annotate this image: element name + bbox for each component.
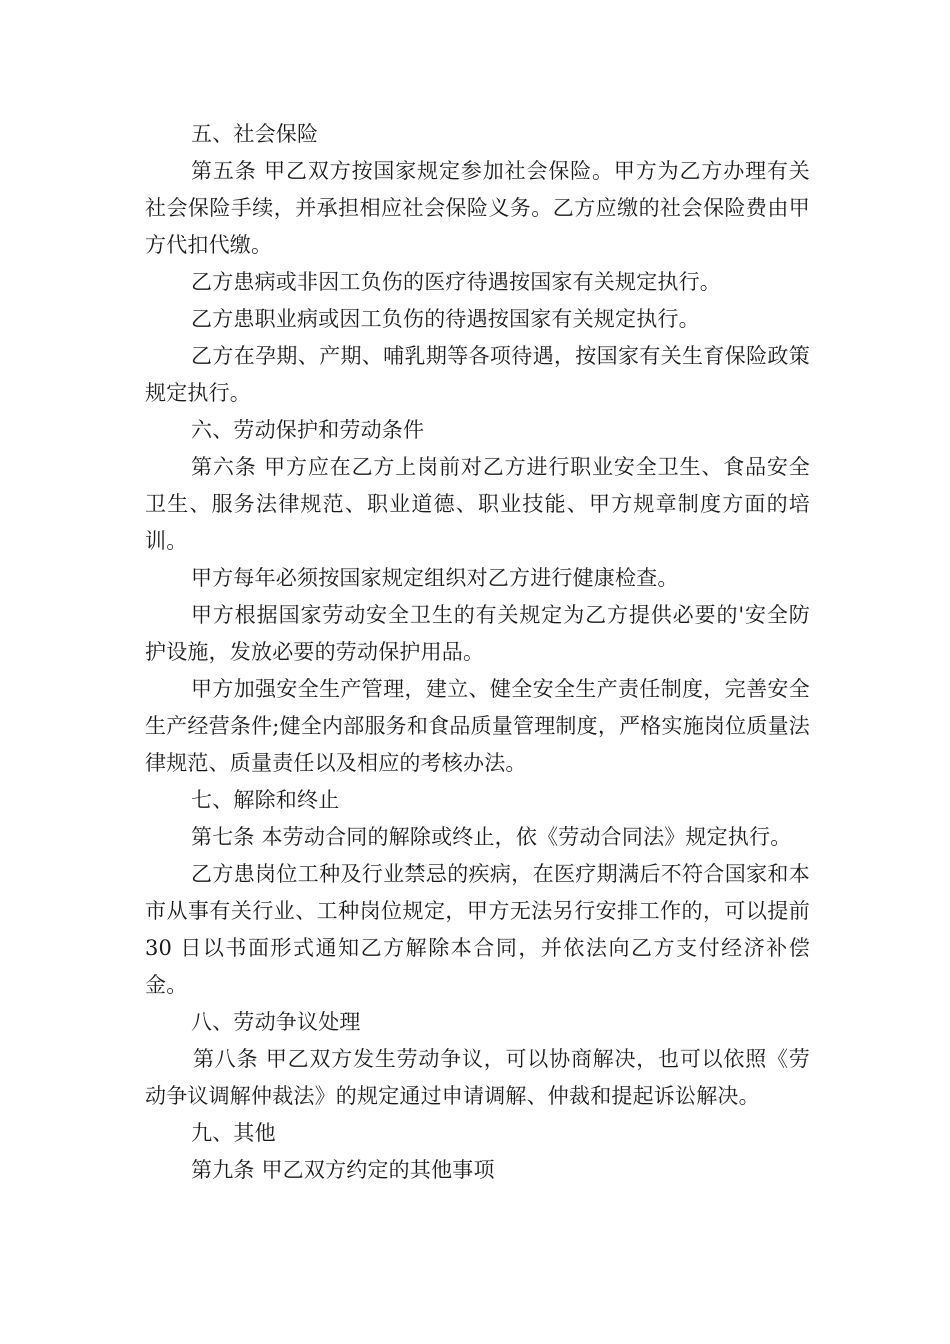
termination-notice-paragraph: 乙方患岗位工种及行业禁忌的疾病，在医疗期满后不符合国家和本市从事有关行业、工种岗位规定，甲方无法另行安排工作的，可以提前 30 日以书面形式通知乙方解除本合同，并依法向乙方支付经济补偿金。 xyxy=(145,862,810,997)
article-8-paragraph: 第八条 甲乙双方发生劳动争议，可以协商解决，也可以依照《劳动争议调解仲裁法》的规定通过申请调解、仲裁和提起诉讼解决。 xyxy=(145,1047,810,1108)
section-heading-social-insurance: 五、社会保险 xyxy=(191,122,319,146)
article-6-paragraph: 第六条 甲方应在乙方上岗前对乙方进行职业安全卫生、食品安全卫生、服务法律规范、职业道德、职业技能、甲方规章制度方面的培训。 xyxy=(145,455,810,553)
safety-management-paragraph: 甲方加强安全生产管理，建立、健全安全生产责任制度，完善安全生产经营条件;健全内部服务和食品质量管理制度，严格实施岗位质量法律规范、质量责任以及相应的考核办法。 xyxy=(145,677,810,775)
section-heading-labor-protection: 六、劳动保护和劳动条件 xyxy=(191,418,425,442)
medical-treatment-paragraph: 乙方患病或非因工负伤的医疗待遇按国家有关规定执行。 xyxy=(191,270,721,294)
safety-facilities-paragraph: 甲方根据国家劳动安全卫生的有关规定为乙方提供必要的'安全防护设施，发放必要的劳动保护用品。 xyxy=(145,603,810,664)
occupational-injury-paragraph: 乙方患职业病或因工负伤的待遇按国家有关规定执行。 xyxy=(191,307,700,331)
article-9-paragraph: 第九条 甲乙双方约定的其他事项 xyxy=(191,1158,495,1182)
section-heading-other: 九、其他 xyxy=(191,1121,276,1145)
section-heading-dispute: 八、劳动争议处理 xyxy=(191,1010,361,1034)
section-heading-termination: 七、解除和终止 xyxy=(191,788,340,812)
article-7-paragraph: 第七条 本劳动合同的解除或终止，依《劳动合同法》规定执行。 xyxy=(191,825,792,849)
article-5-paragraph: 第五条 甲乙双方按国家规定参加社会保险。甲方为乙方办理有关社会保险手续，并承担相应社会保险义务。乙方应缴的社会保险费由甲方代扣代缴。 xyxy=(145,159,810,257)
document-body xyxy=(145,116,810,1189)
maternity-paragraph: 乙方在孕期、产期、哺乳期等各项待遇，按国家有关生育保险政策规定执行。 xyxy=(145,344,810,405)
health-check-paragraph: 甲方每年必须按国家规定组织对乙方进行健康检查。 xyxy=(191,566,679,590)
